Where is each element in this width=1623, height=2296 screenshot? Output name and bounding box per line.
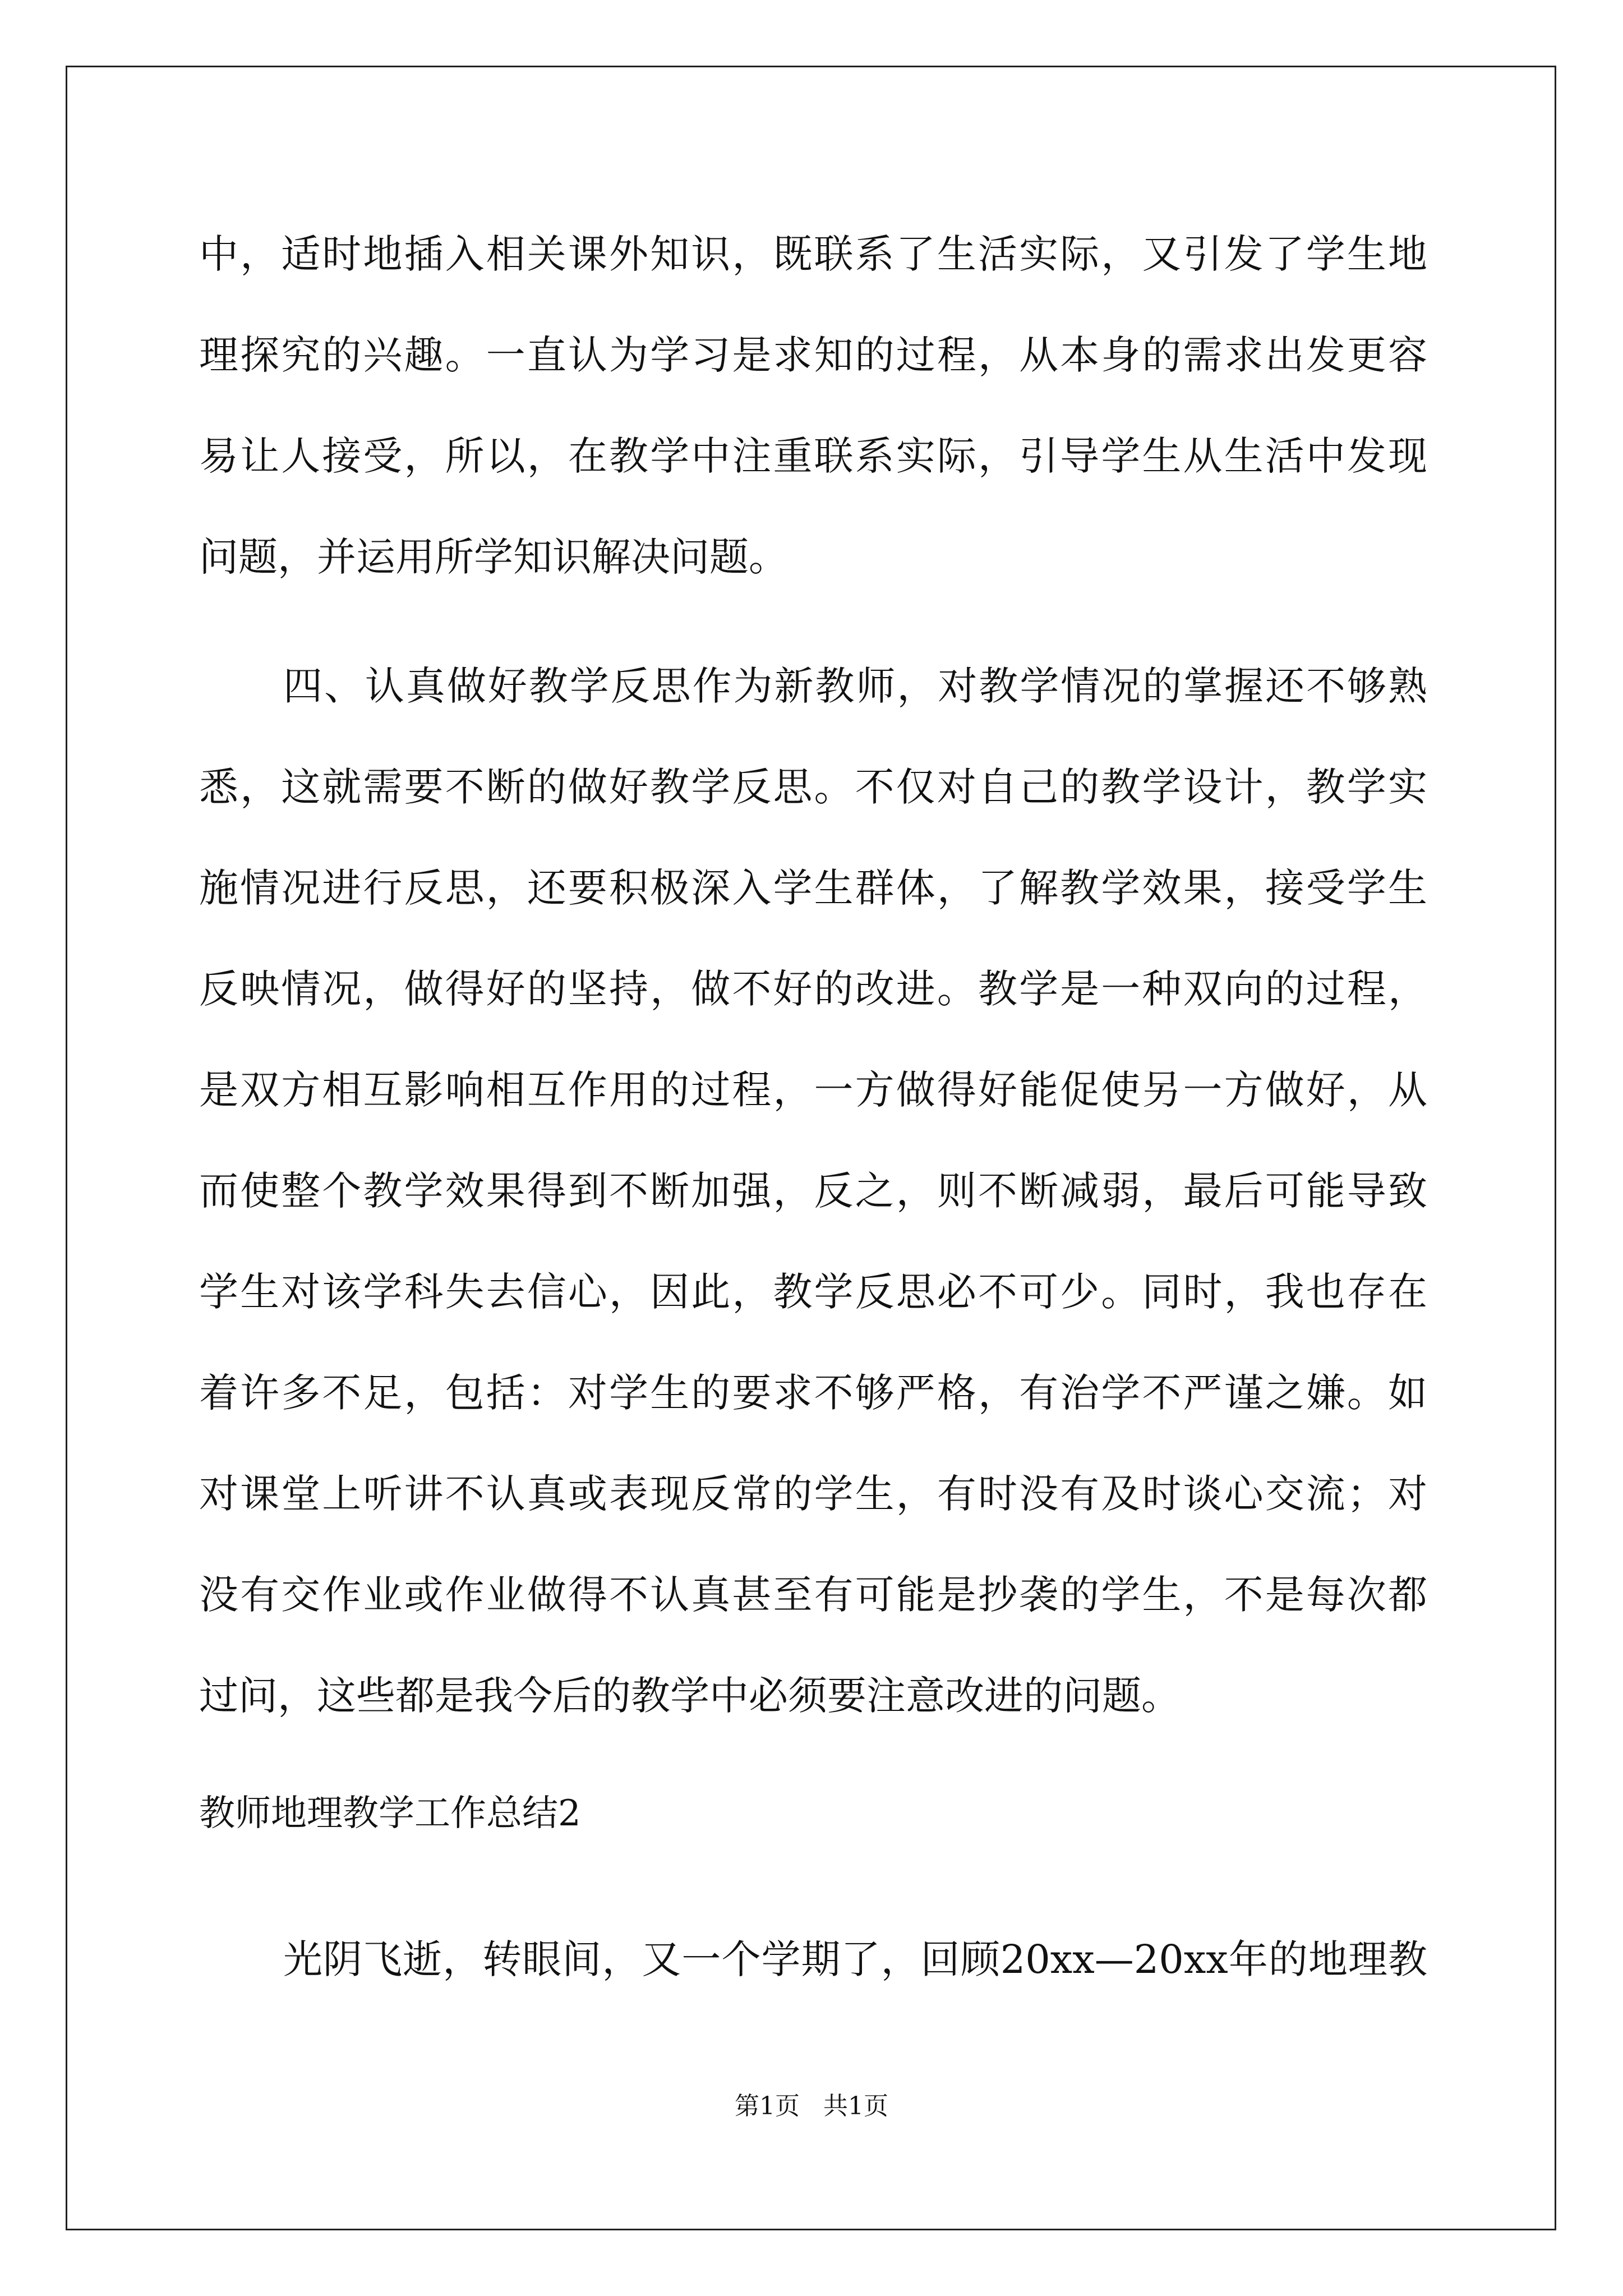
paragraph-1-line-3: 易让人接受，所以，在教学中注重联系实际，引导学生从生活中发现 xyxy=(199,433,1427,479)
paragraph-2-line-1: 四、认真做好教学反思作为新教师，对教学情况的掌握还不够熟 xyxy=(283,663,1427,709)
paragraph-2-line-4: 反映情况，做得好的坚持，做不好的改进。教学是一种双向的过程， xyxy=(199,966,1427,1012)
paragraph-1-line-2: 理探究的兴趣。一直认为学习是求知的过程，从本身的需求出发更容 xyxy=(199,332,1427,378)
paragraph-2-line-10: 没有交作业或作业做得不认真甚至有可能是抄袭的学生，不是每次都 xyxy=(199,1572,1427,1618)
page-footer: 第1页 共1页 xyxy=(735,2092,888,2120)
paragraph-2-line-8: 着许多不足，包括：对学生的要求不够严格，有治学不严谨之嫌。如 xyxy=(199,1370,1427,1416)
paragraph-1-line-1: 中，适时地插入相关课外知识，既联系了生活实际，又引发了学生地 xyxy=(199,231,1427,277)
paragraph-2-line-5: 是双方相互影响相互作用的过程，一方做得好能促使另一方做好，从 xyxy=(199,1067,1427,1113)
paragraph-2-line-11: 过问，这些都是我今后的教学中必须要注意改进的问题。 xyxy=(199,1673,1181,1719)
paragraph-2-line-9: 对课堂上听讲不认真或表现反常的学生，有时没有及时谈心交流；对 xyxy=(199,1471,1427,1517)
page-border xyxy=(66,66,1556,2230)
paragraph-2-line-3: 施情况进行反思，还要积极深入学生群体，了解教学效果，接受学生 xyxy=(199,865,1427,911)
paragraph-2-line-6: 而使整个教学效果得到不断加强，反之，则不断减弱，最后可能导致 xyxy=(199,1168,1427,1214)
paragraph-2-line-7: 学生对该学科失去信心，因此，教学反思必不可少。同时，我也存在 xyxy=(199,1269,1427,1315)
paragraph-3-line-1: 光阴飞逝，转眼间，又一个学期了，回顾20xx—20xx年的地理教 xyxy=(283,1936,1427,1982)
section-heading: 教师地理教学工作总结2 xyxy=(199,1793,581,1834)
paragraph-1-line-4: 问题，并运用所学知识解决问题。 xyxy=(199,534,788,580)
paragraph-2-line-2: 悉，这就需要不断的做好教学反思。不仅对自己的教学设计，教学实 xyxy=(199,764,1427,810)
